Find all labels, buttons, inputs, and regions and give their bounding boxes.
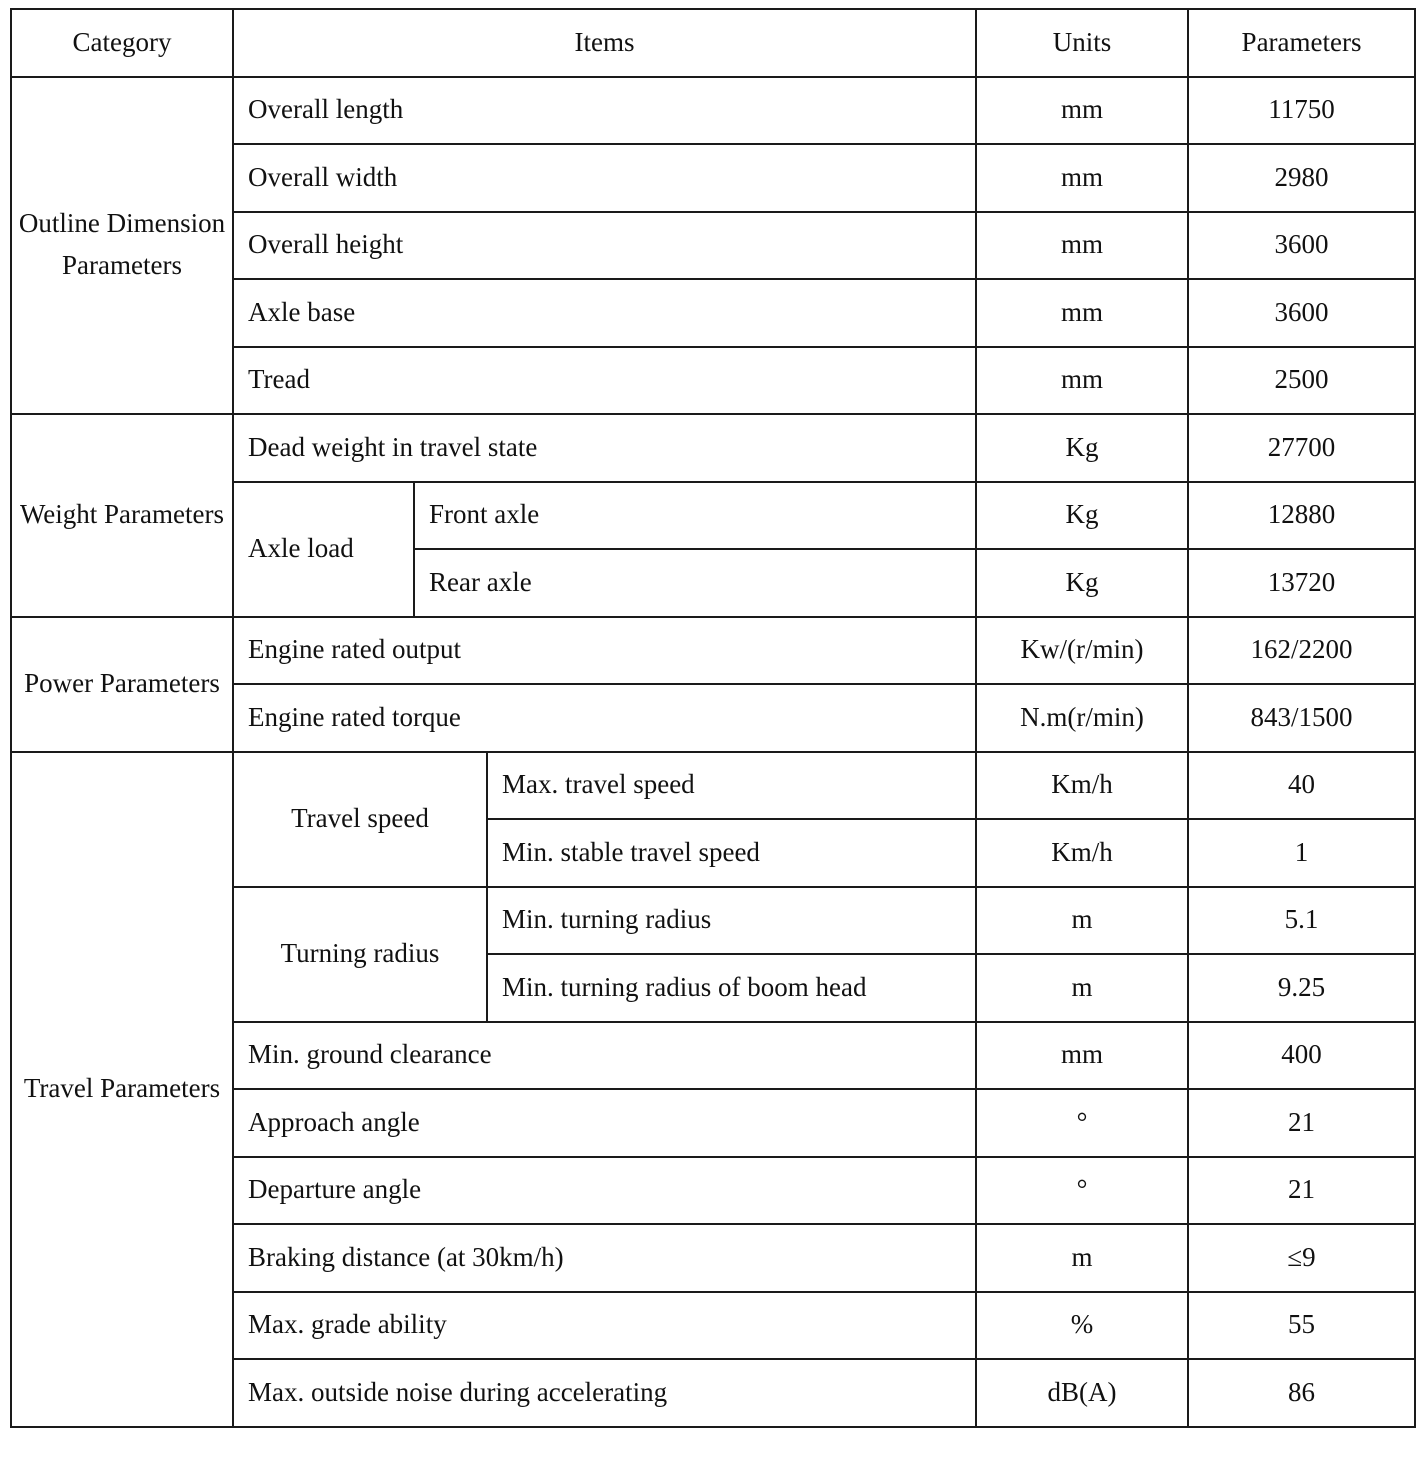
unit-cell: m [976,954,1188,1022]
value-cell: 86 [1188,1359,1415,1427]
value-cell: 5.1 [1188,887,1415,955]
value-cell: 2980 [1188,144,1415,212]
header-row [11,9,1415,77]
category-weight: Weight Parameters [11,414,233,617]
item-cell: Min. ground clearance [233,1022,976,1090]
value-cell: 3600 [1188,212,1415,280]
value-cell: 400 [1188,1022,1415,1090]
header-units: Units [976,9,1188,77]
unit-cell: mm [976,279,1188,347]
unit-cell: Km/h [976,819,1188,887]
value-cell: 843/1500 [1188,684,1415,752]
header-items: Items [233,9,976,77]
value-cell: 21 [1188,1089,1415,1157]
unit-cell: mm [976,144,1188,212]
table-row [11,77,1415,145]
value-cell: 3600 [1188,279,1415,347]
unit-cell: Kg [976,482,1188,550]
item-cell: Rear axle [414,549,976,617]
item-cell: Tread [233,347,976,415]
unit-cell: Kg [976,414,1188,482]
item-cell: Max. outside noise during accelerating [233,1359,976,1427]
unit-cell: mm [976,1022,1188,1090]
item-cell: Engine rated torque [233,684,976,752]
subgroup-turning-radius: Turning radius [233,887,487,1022]
item-cell: Dead weight in travel state [233,414,976,482]
value-cell: 12880 [1188,482,1415,550]
category-power: Power Parameters [11,617,233,752]
unit-cell: m [976,887,1188,955]
table-row [11,617,1415,685]
item-cell: Approach angle [233,1089,976,1157]
category-outline: Outline Dimension Parameters [11,77,233,415]
value-cell: 9.25 [1188,954,1415,1022]
item-cell: Overall length [233,77,976,145]
value-cell: 21 [1188,1157,1415,1225]
unit-cell: ° [976,1157,1188,1225]
unit-cell: Kw/(r/min) [976,617,1188,685]
value-cell: 1 [1188,819,1415,887]
item-cell: Min. stable travel speed [487,819,976,887]
subgroup-travel-speed: Travel speed [233,752,487,887]
item-cell: Engine rated output [233,617,976,685]
item-cell: Overall height [233,212,976,280]
unit-cell: N.m(r/min) [976,684,1188,752]
header-category: Category [11,9,233,77]
value-cell: 55 [1188,1292,1415,1360]
header-parameters: Parameters [1188,9,1415,77]
item-cell: Departure angle [233,1157,976,1225]
unit-cell: mm [976,77,1188,145]
item-cell: Axle base [233,279,976,347]
unit-cell: mm [976,212,1188,280]
spec-table [10,8,1416,1428]
unit-cell: mm [976,347,1188,415]
item-cell: Overall width [233,144,976,212]
value-cell: 27700 [1188,414,1415,482]
item-cell: Min. turning radius [487,887,976,955]
value-cell: 40 [1188,752,1415,820]
item-cell: Braking distance (at 30km/h) [233,1224,976,1292]
table-row [11,414,1415,482]
category-travel: Travel Parameters [11,752,233,1427]
value-cell: ≤9 [1188,1224,1415,1292]
unit-cell: m [976,1224,1188,1292]
item-cell: Min. turning radius of boom head [487,954,976,1022]
value-cell: 13720 [1188,549,1415,617]
value-cell: 162/2200 [1188,617,1415,685]
unit-cell: Km/h [976,752,1188,820]
table-row [11,752,1415,820]
item-cell: Front axle [414,482,976,550]
unit-cell: % [976,1292,1188,1360]
item-cell: Max. travel speed [487,752,976,820]
value-cell: 11750 [1188,77,1415,145]
subgroup-axle-load: Axle load [233,482,414,617]
unit-cell: dB(A) [976,1359,1188,1427]
unit-cell: ° [976,1089,1188,1157]
item-cell: Max. grade ability [233,1292,976,1360]
unit-cell: Kg [976,549,1188,617]
value-cell: 2500 [1188,347,1415,415]
